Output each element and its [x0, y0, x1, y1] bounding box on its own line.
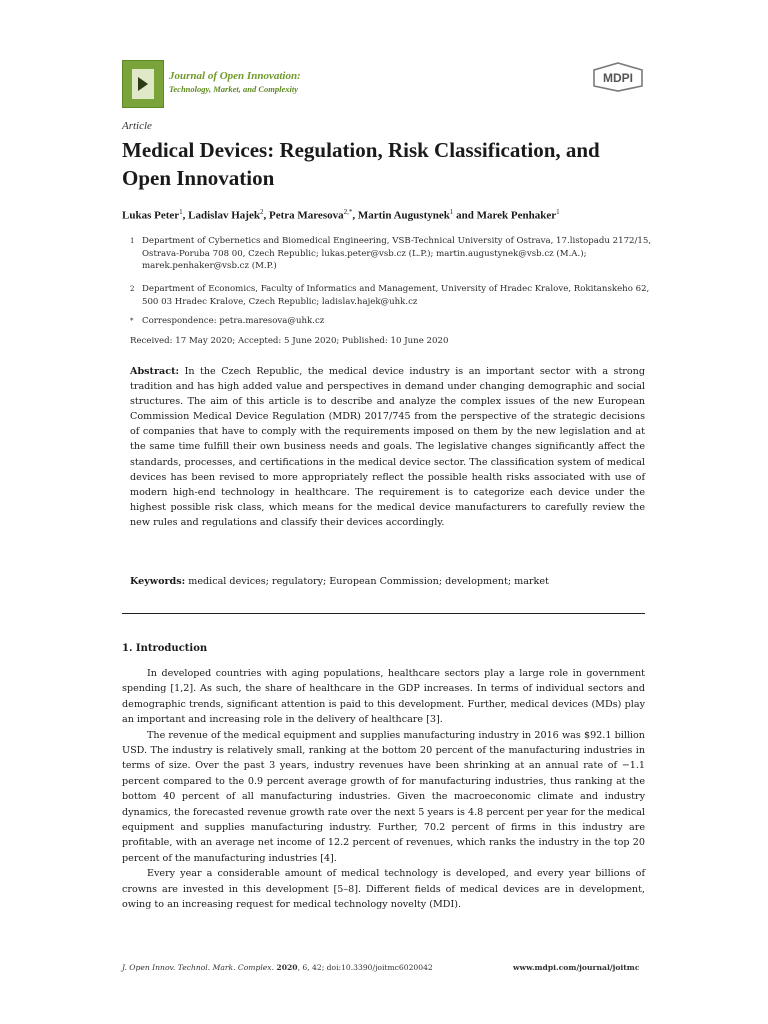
divider	[122, 613, 645, 614]
author-sup: 2,*	[343, 208, 353, 216]
abstract-text: In the Czech Republic, the medical device industry is an important sector with a strong tradition and has high added value and perspectives in demand under changing demographic and social structures. The aim of this article is to describe and analyze the complex issues of the new European Commission Medical Device Regulation (MDR) 2017/745 from the perspective of the strategic decisions of companies that have to comply with the requirements imposed on them by the new legislation and at the same time fulfill their own business needs and goals. The legislative changes significantly affect the standards, processes, and certifications in the medical device sector. The classification system of medical devices has been revised to more appropriately reflect the possible health risks associated with use of modern high-end technology in healthcare. The requirement is to categorize each device under the highest possible risk class, which means for the medical device manufacturers to carefully review the new rules and regulations and classify their devices accordingly.	[130, 366, 645, 528]
affiliation	[130, 283, 650, 311]
author-name[interactable]: Ladislav Hajek	[188, 209, 260, 222]
journal-url[interactable]: www.mdpi.com/journal/joitmc	[513, 963, 640, 972]
affiliation-text: Department of Cybernetics and Biomedical Engineering, VSB-Technical University of Ostrava, 17.listopadu 2172/15, Ostrava-Poruba 708 00, Czech Republic; lukas.peter@vsb.cz (L.P.); martin.augustynek@vsb.cz (M.A.); marek.penhaker@vsb.cz (M.P.)	[142, 236, 652, 271]
paragraph: Every year a considerable amount of medical technology is developed, and every year billions of crowns are invested in this development [5–8]. Different fields of medical devices are in development, owing to an increasing request for medical technology novelty (MDI).	[122, 868, 645, 911]
keywords	[130, 576, 645, 587]
paragraph: The revenue of the medical equipment and supplies manufacturing industry in 2016 was $92.1 billion USD. The industry is relatively small, ranking at the bottom 20 percent of the manufacturing industries in terms of size. Over the past 3 years, industry revenues have been shrinking at an annual rate of −1.1 percent compared to the 0.9 percent average growth of for manufacturing industries, thus ranking at the bottom 40 percent of all manufacturing industries. Given the macroeconomic climate and industry dynamics, the forecasted revenue growth rate over the next 5 years is 4.8 percent per year for the medical equipment and supplies manufacturing industry. Further, 70.2 percent of firms in this industry are profitable, with an average net income of 12.2 percent of revenues, which ranks the industry in the top 20 percent of the manufacturing industries [4].	[122, 729, 645, 864]
author-sup: 1	[449, 208, 454, 216]
citation-details: , 6, 42; doi:10.3390/joitmc6020042	[297, 963, 433, 972]
journal-title: Journal of Open Innovation:	[169, 70, 301, 82]
affiliation-text: Department of Economics, Faculty of Informatics and Management, University of Hradec Kralove, Rokitanskeho 62, 500 03 Hradec Kralove, Czech Republic; ladislav.hajek@uhk.cz	[142, 284, 650, 307]
section-body	[122, 666, 645, 913]
play-icon	[137, 76, 149, 92]
citation-year: 2020	[276, 963, 298, 972]
mdpi-text: MDPI	[603, 71, 633, 85]
journal-subtitle: Technology, Market, and Complexity	[169, 84, 298, 94]
keywords-text: medical devices; regulatory; European Commission; development; market	[188, 576, 549, 587]
affiliation-number: *	[130, 317, 134, 325]
affiliation-text: Correspondence: petra.maresova@uhk.cz	[142, 316, 325, 326]
author-list: Lukas Peter$^1$, Ladislav Hajek$^2$, Petra Maresova$^{2,*}$, Martin Augustynek$^1$ and Marek Penhaker$^1$	[122, 208, 560, 222]
page-title: Medical Devices: Regulation, Risk Classification, and Open Innovation	[122, 138, 600, 190]
mdpi-logo	[592, 62, 644, 92]
author-name[interactable]: Martin Augustynek	[357, 209, 450, 222]
author-name[interactable]: Petra Maresova	[268, 209, 344, 222]
footer-citation	[122, 963, 433, 972]
section-heading: 1. Introduction	[122, 643, 208, 654]
journal-abbrev: J. Open Innov. Technol. Mark. Complex.	[122, 963, 274, 972]
abstract-label: Abstract:	[130, 366, 180, 377]
author-sup: 1	[179, 208, 183, 216]
affiliation-number: 2	[130, 285, 135, 293]
journal-name	[169, 70, 301, 96]
author-sup: 2	[259, 208, 264, 216]
affiliation	[130, 235, 650, 275]
paragraph: In developed countries with aging populations, healthcare sectors play a large role in government spending [1,2]. As such, the share of healthcare in the GDP increases. In terms of individual sectors and demographic trends, significant attention is paid to this development. Further, medical devices (MDs) play an important and increasing role in the delivery of healthcare [3].	[122, 668, 645, 726]
abstract	[130, 364, 645, 530]
author-name[interactable]: Lukas Peter	[122, 209, 180, 222]
article-type: Article	[122, 120, 152, 132]
keywords-label: Keywords:	[130, 576, 186, 587]
affiliation	[130, 315, 650, 329]
publication-dates: Received: 17 May 2020; Accepted: 5 June 2020; Published: 10 June 2020	[130, 336, 449, 346]
author-sup: 1	[556, 208, 560, 216]
journal-logo	[122, 60, 164, 108]
author-name[interactable]: Marek Penhaker	[476, 209, 557, 222]
affiliation-number: 1	[130, 237, 135, 245]
